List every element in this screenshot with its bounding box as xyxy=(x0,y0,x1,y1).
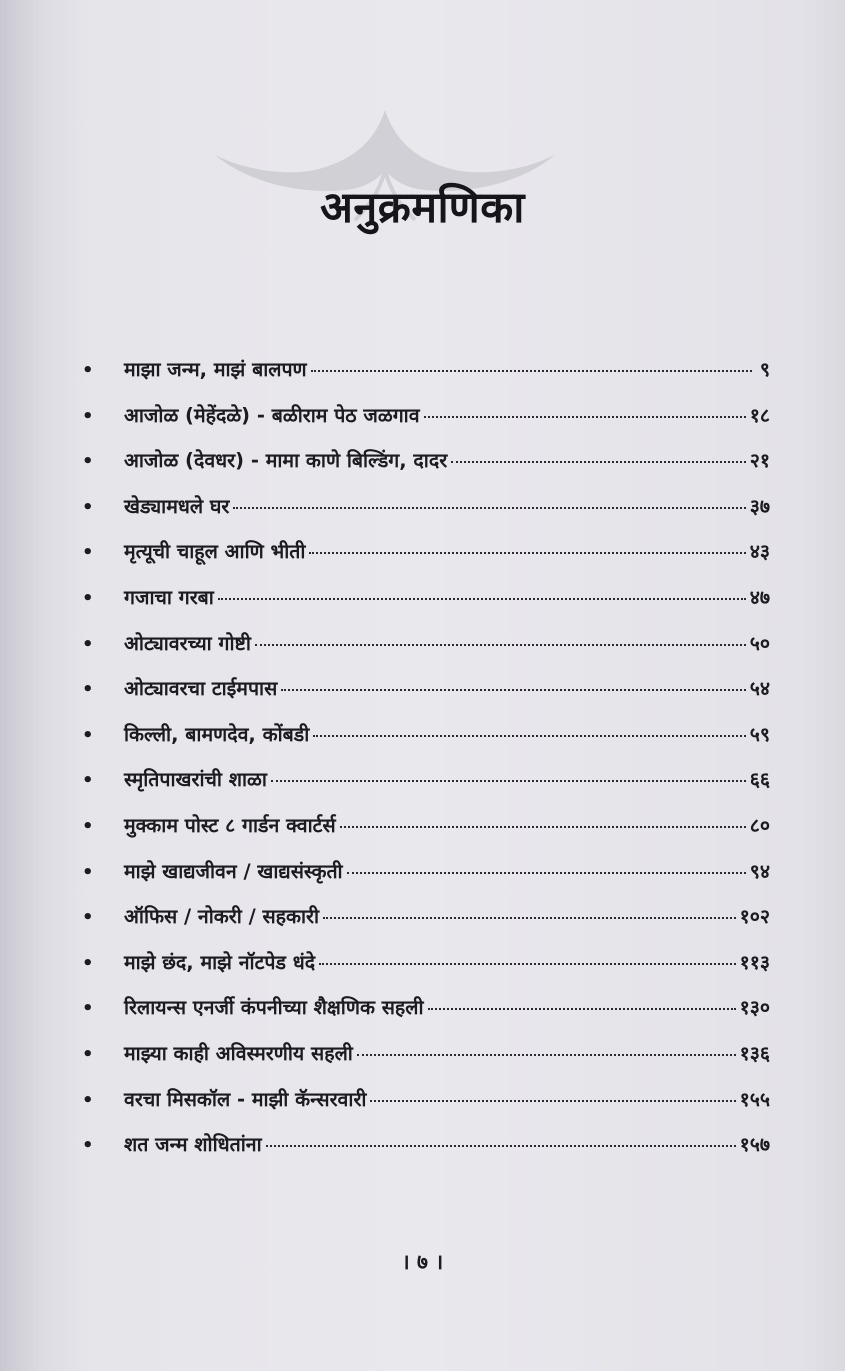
dot-leader xyxy=(218,598,746,600)
bullet-icon: • xyxy=(82,542,94,564)
toc-entry-title: खेड्यामधले घर xyxy=(124,494,230,518)
toc-entry-page: २१ xyxy=(749,449,770,473)
toc-entry-page: ३७ xyxy=(749,494,770,518)
toc-entry-title: ओट्यावरच्या गोष्टी xyxy=(124,631,251,655)
bullet-icon: • xyxy=(82,724,94,746)
toc-entry-title: आजोळ (मेहेंदळे) - बळीराम पेठ जळगाव xyxy=(124,403,420,427)
toc-entry-title: मुक्काम पोस्ट ८ गार्डन क्वार्टर्स xyxy=(124,813,336,837)
toc-entry-page: ४३ xyxy=(749,540,770,564)
dot-leader xyxy=(313,735,745,737)
toc-entry-title: माझ्या काही अविस्मरणीय सहली xyxy=(124,1041,353,1065)
toc-entry xyxy=(80,1130,770,1176)
bullet-icon: • xyxy=(82,907,94,929)
bullet-icon: • xyxy=(82,998,94,1020)
bullet-icon: • xyxy=(82,815,94,837)
toc-entry xyxy=(80,902,770,948)
toc-entry-title: किल्ली, बामणदेव, कोंबडी xyxy=(124,722,310,746)
page-number-footer: । ७ । xyxy=(401,1250,444,1274)
toc-entry-title: वरचा मिसकॉल - माझी कॅन्सरवारी xyxy=(124,1087,367,1111)
toc-entry xyxy=(80,993,770,1039)
toc-entry xyxy=(80,674,770,720)
toc-entry-title: रिलायन्स एनर्जी कंपनीच्या शैक्षणिक सहली xyxy=(124,996,424,1020)
toc-entry-title: माझे खाद्यजीवन / खाद्यसंस्कृती xyxy=(124,859,343,883)
dot-leader xyxy=(323,917,735,919)
dot-leader xyxy=(340,826,746,828)
toc-entry-title: शत जन्म शोधितांना xyxy=(124,1133,262,1157)
toc-entry-title: ऑफिस / नोकरी / सहकारी xyxy=(124,905,320,929)
dot-leader xyxy=(309,552,745,554)
dot-leader xyxy=(311,370,752,372)
page-title: अनुक्रमणिका xyxy=(320,183,525,233)
bullet-icon: • xyxy=(82,633,94,655)
toc-entry xyxy=(80,446,770,492)
bullet-icon: • xyxy=(82,451,94,473)
dot-leader xyxy=(255,644,746,646)
toc-entry-page: ५४ xyxy=(749,677,770,701)
toc-entry-page: ९ xyxy=(759,358,770,381)
toc-entry-page: ५९ xyxy=(749,722,770,746)
bullet-icon: • xyxy=(82,1135,94,1157)
dot-leader xyxy=(271,780,746,782)
dot-leader xyxy=(451,461,746,463)
toc-entry-page: १५७ xyxy=(739,1133,770,1157)
toc-entry-page: ६६ xyxy=(749,768,770,792)
table-of-contents xyxy=(80,355,770,1176)
bullet-icon: • xyxy=(82,952,94,974)
toc-entry-page: ९४ xyxy=(749,859,770,883)
toc-entry xyxy=(80,492,770,538)
bullet-icon: • xyxy=(82,360,94,381)
bullet-icon: • xyxy=(82,1043,94,1065)
dot-leader xyxy=(424,416,746,418)
bullet-icon: • xyxy=(82,861,94,883)
dot-leader xyxy=(347,872,746,874)
toc-entry xyxy=(80,629,770,675)
toc-entry xyxy=(80,765,770,811)
toc-entry xyxy=(80,355,770,401)
toc-entry-page: ४७ xyxy=(749,585,770,609)
toc-entry xyxy=(80,811,770,857)
toc-entry xyxy=(80,1039,770,1085)
toc-entry xyxy=(80,720,770,766)
toc-entry-page: १८ xyxy=(749,403,770,427)
toc-entry-page: ११३ xyxy=(739,950,770,974)
toc-entry-page: ५० xyxy=(749,631,770,655)
toc-entry-title: आजोळ (देवधर) - मामा काणे बिल्डिंग, दादर xyxy=(124,449,448,473)
toc-entry-page: १३० xyxy=(739,996,770,1020)
dot-leader xyxy=(233,507,745,509)
toc-entry xyxy=(80,583,770,629)
toc-entry xyxy=(80,401,770,447)
toc-entry-title: माझे छंद, माझे नॉटपेड धंदे xyxy=(124,950,316,974)
bullet-icon: • xyxy=(82,1089,94,1111)
dot-leader xyxy=(281,689,745,691)
dot-leader xyxy=(428,1008,736,1010)
dot-leader xyxy=(266,1145,736,1147)
toc-entry-page: ८० xyxy=(749,813,770,837)
bullet-icon: • xyxy=(82,679,94,701)
dot-leader xyxy=(319,963,736,965)
bullet-icon: • xyxy=(82,587,94,609)
bullet-icon: • xyxy=(82,770,94,792)
toc-entry xyxy=(80,1085,770,1131)
toc-entry xyxy=(80,857,770,903)
toc-entry-title: स्मृतिपाखरांची शाळा xyxy=(124,768,267,792)
toc-entry-title: मृत्यूची चाहूल आणि भीती xyxy=(124,540,306,564)
toc-entry-page: १०२ xyxy=(739,905,770,929)
toc-entry-page: १३६ xyxy=(739,1041,770,1065)
dot-leader xyxy=(357,1054,736,1056)
toc-entry-title: माझा जन्म, माझं बालपण xyxy=(124,358,307,381)
bullet-icon: • xyxy=(82,405,94,427)
toc-entry xyxy=(80,537,770,583)
dot-leader xyxy=(370,1100,735,1102)
toc-entry-title: गजाचा गरबा xyxy=(124,585,214,609)
toc-entry-page: १५५ xyxy=(739,1087,770,1111)
toc-entry-title: ओट्यावरचा टाईमपास xyxy=(124,677,278,701)
toc-entry xyxy=(80,948,770,994)
bullet-icon: • xyxy=(82,496,94,518)
